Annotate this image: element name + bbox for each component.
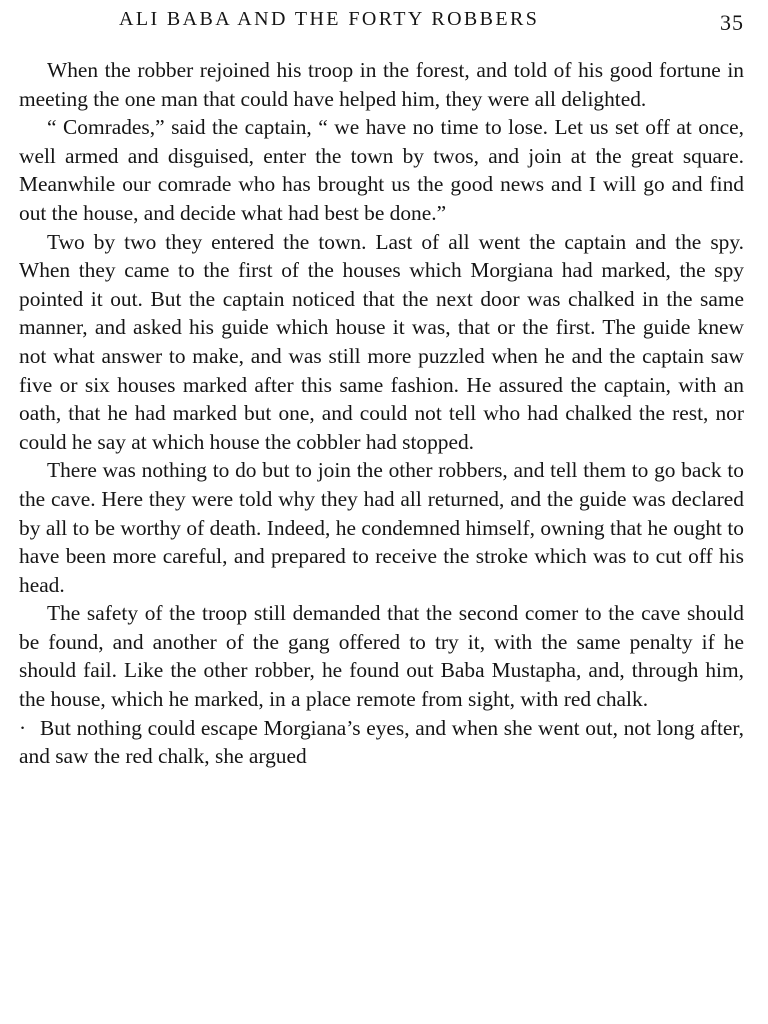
paragraph: There was nothing to do but to join the other robbers, and tell them to go back to the cave. Here they were told why they had all returned, and the guide was declared by all to be worthy of death. Indeed, he condemned himself, owning that he ought to have been more careful, and prepared to receive the stroke which was to cut off his head. [19, 458, 744, 597]
paragraph: “ Comrades,” said the captain, “ we have no time to lose. Let us set off at once, well armed and disguised, enter the town by twos, and join at the great square. Meanwhile our comrade who has brought us the good news and I will go and find out the house, and decide what had best be done.” [19, 115, 744, 225]
stray-dot-mark: · [19, 715, 27, 740]
running-title: ALI BABA AND THE FORTY ROBBERS [119, 8, 540, 30]
paragraph: The safety of the troop still demanded that the second comer to the cave should be found, and another of the gang offered to try it, with the same penalty if he should fail. Like the other robber, he found out Baba Mustapha, and, through him, the house, which he marked, in a place remote from sight, with red chalk. [19, 601, 744, 712]
paragraph [19, 714, 744, 771]
page-number: 35 [720, 10, 744, 35]
body-text [19, 56, 744, 771]
paragraph: When the robber rejoined his troop in the forest, and told of his good fortune in meeting the one man that could have helped him, they were all delighted. [19, 58, 744, 111]
paragraph-text: But nothing could escape Morgiana’s eyes, and when she went out, not long after, and saw the red chalk, she argued [19, 715, 744, 769]
page-header [19, 0, 744, 56]
paragraph: Two by two they entered the town. Last of all went the captain and the spy. When they came to the first of the houses which Morgiana had marked, the spy pointed it out. But the captain noticed that the next door was chalked in the same manner, and asked his guide which house it was, that or the first. The guide knew not what answer to make, and was still more puzzled when he and the captain saw five or six houses marked after this same fashion. He assured the captain, with an oath, that he had marked but one, and could not tell who had chalked the rest, nor could he say at which house the cobbler had stopped. [19, 229, 744, 454]
